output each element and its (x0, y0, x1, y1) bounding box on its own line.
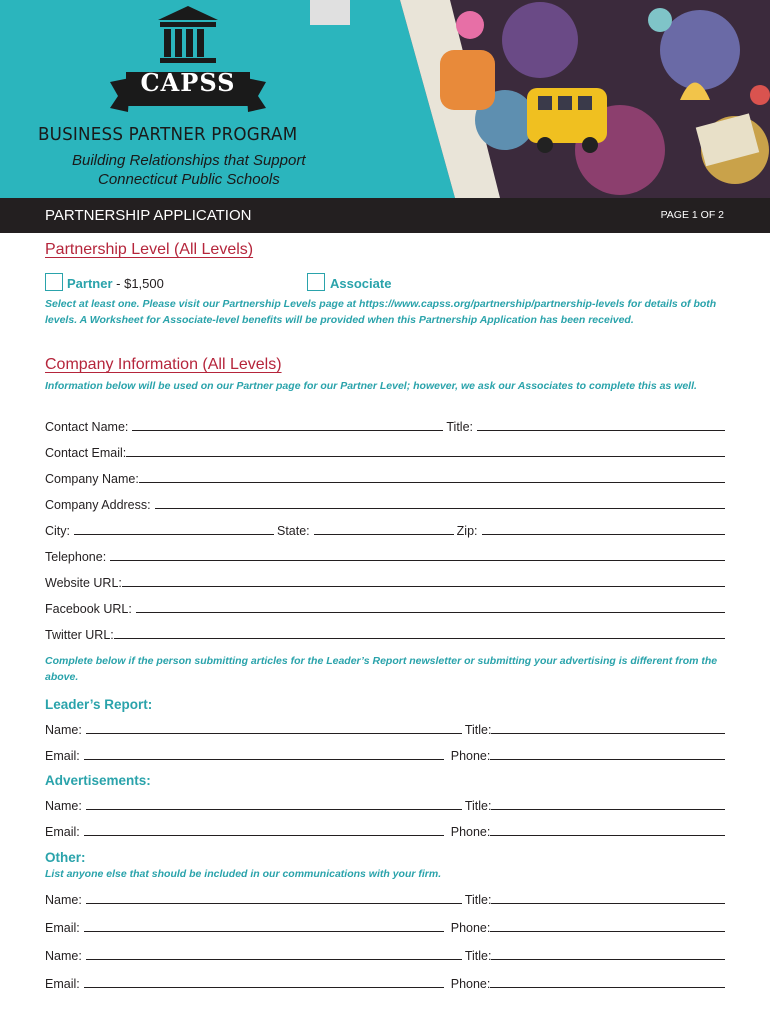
other-name-field[interactable] (86, 893, 462, 904)
leaders-name-field[interactable] (86, 723, 462, 734)
other-email-field[interactable] (84, 977, 444, 988)
ads-name-field[interactable] (86, 799, 462, 810)
company-info-note: Information below will be used on our Partner page for our Partner Level; however, we ask our Associates to complete this as well. (45, 380, 697, 392)
other-name-row-1 (45, 889, 725, 907)
twitter-label: Twitter URL: (45, 628, 114, 642)
ads-title-label: Title: (464, 799, 492, 813)
other-name-field[interactable] (86, 949, 462, 960)
company-name-row (45, 468, 725, 486)
program-title: BUSINESS PARTNER PROGRAM (38, 124, 298, 145)
other-name-row-2 (45, 945, 725, 963)
partner-option-label (67, 276, 164, 291)
partner-price: - $1,500 (112, 276, 164, 291)
page-indicator: PAGE 1 OF 2 (660, 209, 724, 221)
website-row (45, 572, 725, 590)
contact-title-field[interactable] (477, 420, 725, 431)
tagline-line1: Building Relationships that Support (72, 152, 306, 169)
partner-checkbox[interactable] (45, 273, 63, 291)
company-address-field[interactable] (155, 498, 725, 509)
other-phone-field[interactable] (490, 977, 725, 988)
leaders-email-field[interactable] (84, 749, 444, 760)
partnership-note: Select at least one. Please visit our Partnership Levels page at https://www.capss.org/partnership/partnership-levels for details of both levels. A Worksheet for Associate-level benefits will be provided when this Partnership Application has been received. (45, 298, 717, 326)
twitter-row (45, 624, 725, 642)
associate-checkbox[interactable] (307, 273, 325, 291)
contact-title-label: Title: (446, 420, 473, 434)
other-name-label: Name: (45, 893, 82, 907)
telephone-field[interactable] (110, 550, 725, 561)
telephone-row (45, 546, 725, 564)
state-field[interactable] (314, 524, 454, 535)
leaders-phone-field[interactable] (490, 749, 725, 760)
ads-phone-field[interactable] (490, 825, 725, 836)
contact-name-row (45, 416, 725, 434)
leaders-title-field[interactable] (491, 723, 725, 734)
leaders-report-heading: Leader’s Report: (45, 697, 153, 712)
city-field[interactable] (74, 524, 274, 535)
other-note: List anyone else that should be included in our communications with your firm. (45, 868, 442, 880)
associate-label: Associate (330, 276, 392, 291)
capss-logo-icon (108, 6, 268, 118)
leaders-name-row (45, 719, 725, 737)
website-label: Website URL: (45, 576, 122, 590)
company-name-field[interactable] (139, 472, 725, 483)
leaders-name-label: Name: (45, 723, 82, 737)
contact-email-row (45, 442, 725, 460)
advertisements-heading: Advertisements: (45, 773, 151, 788)
twitter-field[interactable] (114, 628, 725, 639)
ads-email-row (45, 821, 725, 839)
logo-text: CAPSS (140, 68, 236, 97)
complete-below-note: Complete below if the person submitting articles for the Leader’s Report newsletter or submitting your advertising is different from the above. (45, 655, 718, 683)
ads-phone-label: Phone: (450, 825, 491, 839)
other-email-field[interactable] (84, 921, 444, 932)
telephone-label: Telephone: (45, 550, 107, 564)
other-email-row-2 (45, 973, 725, 991)
ads-name-row (45, 795, 725, 813)
zip-label: Zip: (456, 524, 478, 538)
contact-email-field[interactable] (126, 446, 725, 457)
other-title-field[interactable] (491, 949, 725, 960)
title-bar (0, 198, 770, 233)
ads-title-field[interactable] (491, 799, 725, 810)
other-phone-label: Phone: (450, 921, 491, 935)
other-title-label: Title: (464, 893, 492, 907)
city-state-zip-row (45, 520, 725, 538)
leaders-phone-label: Phone: (450, 749, 491, 763)
tagline-line2: Connecticut Public Schools (98, 171, 280, 188)
leaders-title-label: Title: (464, 723, 492, 737)
website-field[interactable] (122, 576, 725, 587)
leaders-email-label: Email: (45, 749, 80, 763)
company-address-label: Company Address: (45, 498, 151, 512)
city-label: City: (45, 524, 70, 538)
other-name-label: Name: (45, 949, 82, 963)
facebook-field[interactable] (136, 602, 725, 613)
company-address-row (45, 494, 725, 512)
company-info-title: Company Information (All Levels) (45, 356, 282, 373)
other-email-row-1 (45, 917, 725, 935)
header-banner (0, 0, 770, 198)
other-title-field[interactable] (491, 893, 725, 904)
other-phone-field[interactable] (490, 921, 725, 932)
facebook-row (45, 598, 725, 616)
ads-name-label: Name: (45, 799, 82, 813)
partnership-level-title: Partnership Level (All Levels) (45, 241, 254, 258)
other-heading: Other: (45, 850, 86, 865)
other-email-label: Email: (45, 921, 80, 935)
associate-option-label (330, 276, 391, 291)
zip-field[interactable] (482, 524, 725, 535)
other-title-label: Title: (464, 949, 492, 963)
ads-email-label: Email: (45, 825, 80, 839)
other-phone-label: Phone: (450, 977, 491, 991)
contact-email-label: Contact Email: (45, 446, 127, 460)
state-label: State: (277, 524, 310, 538)
contact-name-field[interactable] (132, 420, 443, 431)
leaders-email-row (45, 745, 725, 763)
application-title: PARTNERSHIP APPLICATION (45, 207, 252, 224)
partner-label: Partner (67, 276, 113, 291)
backpack-icon (440, 50, 495, 110)
company-name-label: Company Name: (45, 472, 139, 486)
other-email-label: Email: (45, 977, 80, 991)
contact-name-label: Contact Name: (45, 420, 129, 434)
ads-email-field[interactable] (84, 825, 444, 836)
facebook-label: Facebook URL: (45, 602, 132, 616)
